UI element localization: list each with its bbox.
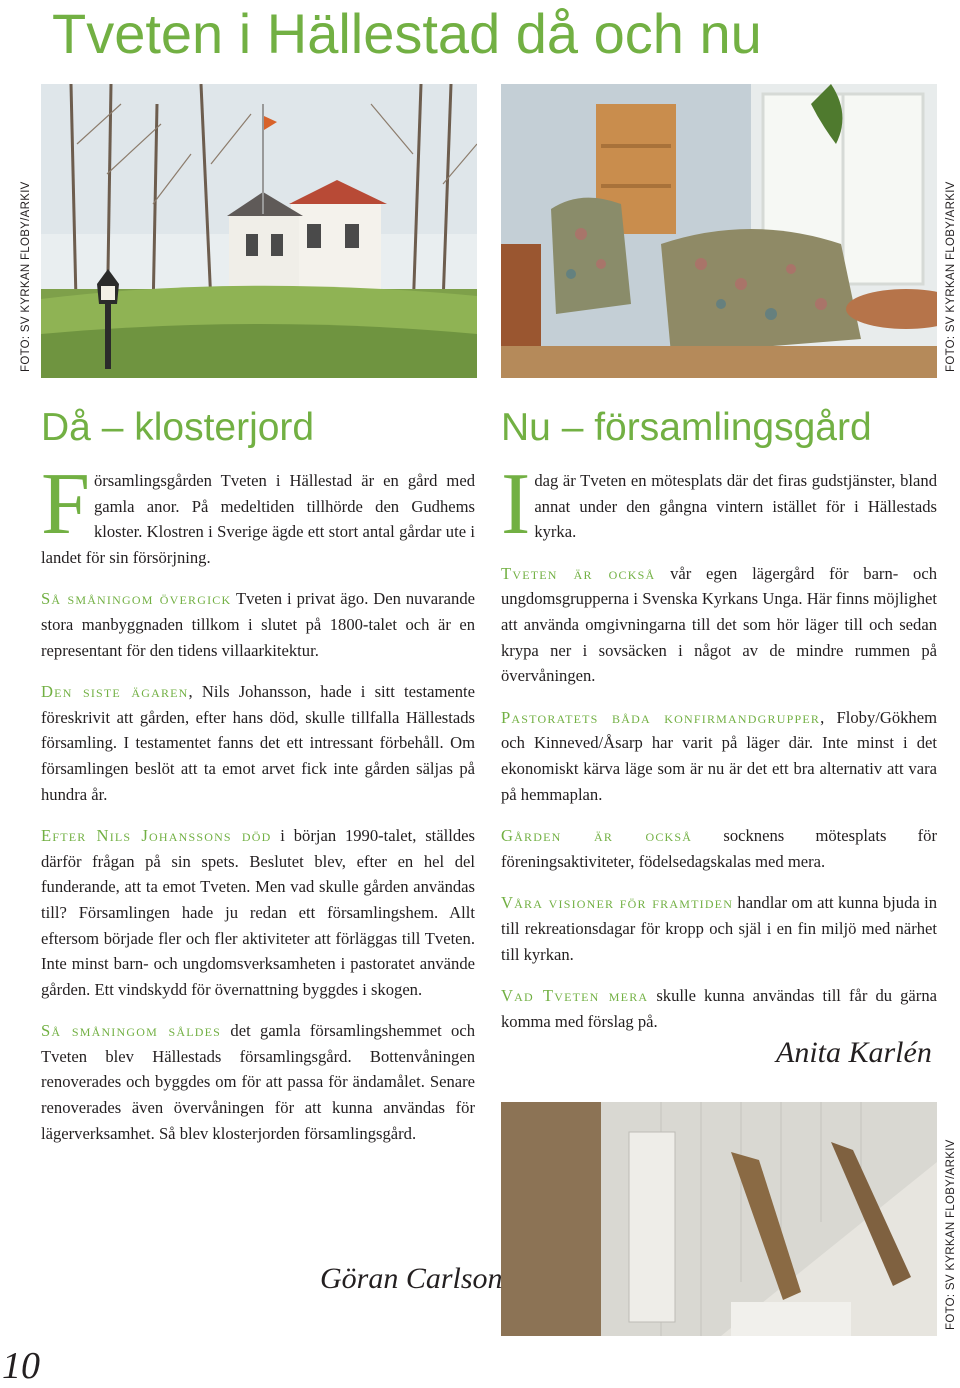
left-paragraph-1: Församlingsgården Tveten i Hällestad är en gård med gamla anor. På medeltiden tillhörde den Gudhems kloster. Klostren i Sverige ägde ett stort antal gårdar ute i landet för sin försörjning. xyxy=(41,456,475,567)
page-title: Tveten i Hällestad då och nu xyxy=(52,2,762,65)
left-signature: Göran Carlson xyxy=(320,1262,503,1295)
right-paragraph-5: Våra visioner för framtiden handlar om att kunna bjuda in till rekreationsdagar för kropp och själ i en fin miljö med närhet till kyrkan. xyxy=(501,893,938,964)
right-paragraph-6: Vad Tveten mera skulle kunna användas till får du gärna komma med förslag på. xyxy=(501,986,937,1031)
right-paragraph-4: Gården är också socknens mötesplats för föreningsaktiviteter, födelsedagskalas med mera. xyxy=(501,826,937,871)
photo-credit-bottom: FOTO: SV KYRKAN FLOBY/ARKIV xyxy=(945,1139,957,1330)
right-paragraph-1: Idag är Tveten en mötesplats där det firas gudstjänster, bland annat under den gångna vintern istället för i Hällestads kyrka. xyxy=(501,456,937,553)
right-article xyxy=(501,456,938,1050)
right-dropcap: I xyxy=(501,456,531,553)
photo-credit-left: FOTO: SV KYRKAN FLOBY/ARKIV xyxy=(20,181,32,372)
left-dropcap: F xyxy=(41,456,90,553)
right-paragraph-3: Pastoratets båda konfirmandgrupper, Floby/Gökhem och Kinneved/Åsarp har varit på läger där. Inte minst i det ekonomiskt kärva läge som är nu är det ett bra alternativ att vara på hemmaplan. xyxy=(501,707,937,804)
page-number: 10 xyxy=(2,1345,40,1387)
left-heading: Då – klosterjord xyxy=(41,406,315,449)
left-paragraph-4: Efter Nils Johanssons död i början 1990-talet, ställdes därför frågan på sin spets. Beslutet blev, efter en hel del funderande, att ta emot Tveten. Men vad skulle gården användas till? Församlingen hade ju redan ett församlingshem. Allt eftersom började fler och fler aktiviteter att förläggas till Tveten. Inte minst barn- och ungdomsverksamheten i pastoratet använde gården. Ett vindskydd för övernattning byggdes i skogen. xyxy=(41,826,475,999)
right-heading: Nu – församlingsgård xyxy=(501,406,872,449)
left-paragraph-3: Den siste ägaren, Nils Johansson, hade i sitt testamente föreskrivit att gården, efter hans död, skulle tillfalla Hällestads församling. I testamentet fanns det ett intressant förbehåll. Om församlingen beslöt att ta emot arvet fick inte gården säljas på hundra år. xyxy=(41,682,475,804)
left-article xyxy=(41,456,476,1162)
attic-photo xyxy=(501,1102,937,1336)
photo-credit-right: FOTO: SV KYRKAN FLOBY/ARKIV xyxy=(945,181,957,372)
right-paragraph-2: Tveten är också vår egen lägergård för barn- och ungdomsgrupperna i Svenska Kyrkans Unga. Här finns möjlighet att använda omgivningarna till det som hör läger till och sedan krypa ner i sovsäcken i något av de mindre rummen på övervåningen. xyxy=(501,563,937,686)
room-photo xyxy=(501,84,937,378)
right-signature: Anita Karlén xyxy=(776,1036,932,1069)
left-paragraph-2: Så småningom övergick Tveten i privat ägo. Den nuvarande stora manbyggnaden tillkom i slutet på 1800-talet och är en representant för den tidens villaarkitektur. xyxy=(41,589,475,660)
left-paragraph-5: Så småningom såldes det gamla församlingshemmet och Tveten blev Hällestads församlingsgård. Bottenvåningen renoverades och byggdes om för att passa för ändamålet. Senare renoverades även övervåningen för att kunna användas för lägerverksamhet. Så blev klosterjorden församlingsgård. xyxy=(41,1021,476,1143)
house-photo xyxy=(41,84,477,378)
